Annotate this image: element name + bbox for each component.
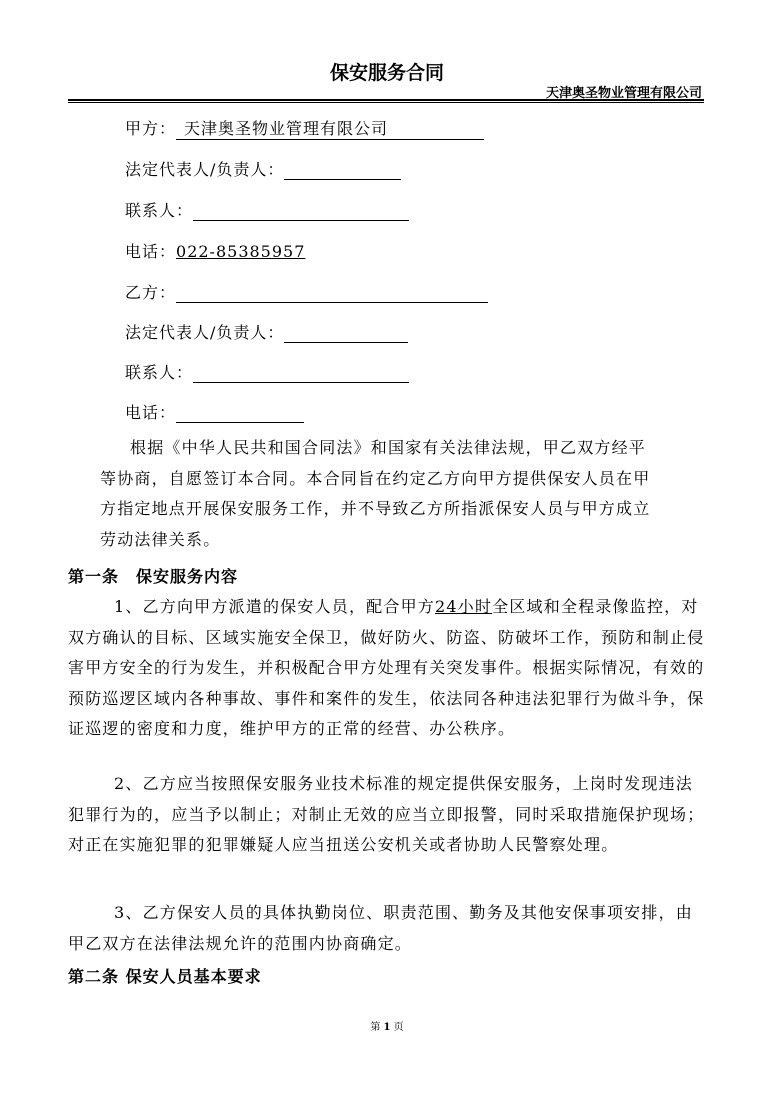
party-a-phone-row — [125, 239, 305, 262]
section-1-item-3 — [68, 898, 706, 959]
party-b-legal-rep-label: 法定代表人/负责人： — [125, 323, 285, 342]
intro-line: 等协商，自愿签订本合同。本合同旨在约定乙方向甲方提供保安人员在甲 — [100, 468, 651, 488]
intro-line: 方指定地点开展保安服务工作，并不导致乙方所指派保安人员与甲方成立 — [100, 499, 651, 518]
party-b-label: 乙方： — [125, 283, 177, 302]
item-1-text-a: 1、乙方向甲方派遣的保安人员，配合甲方 — [114, 597, 435, 616]
party-a-label: 甲方： — [125, 119, 177, 138]
document-title: 保安服务合同 — [329, 62, 444, 84]
intro-paragraph — [100, 433, 700, 555]
section-1-heading: 第一条 保安服务内容 — [68, 567, 239, 586]
party-a-phone-label: 电话： — [125, 242, 177, 261]
party-b-phone-row — [125, 400, 304, 423]
party-b-contact-label: 联系人： — [125, 363, 194, 382]
party-a-phone-value: 022-85385957 — [176, 242, 306, 261]
party-a-contact-row — [125, 198, 409, 221]
party-b-contact-blank — [193, 364, 409, 383]
party-a-contact-label: 联系人： — [125, 201, 194, 220]
item-3-text: 3、乙方保安人员的具体执勤岗位、职责范围、勤务及其他安保事项安排，由甲乙双方在法律法规允许的范围内协商确定。 — [68, 903, 693, 953]
intro-line: 劳动法律关系。 — [100, 529, 221, 549]
party-b-contact-row — [125, 360, 409, 383]
party-a-value: 天津奥圣物业管理有限公司 — [176, 116, 484, 140]
page-suffix: 页 — [393, 1022, 404, 1033]
party-a-row — [125, 116, 484, 140]
party-b-blank — [176, 284, 488, 303]
item-1-duration: 24小时 — [434, 597, 493, 616]
page-prefix: 第 — [370, 1022, 381, 1033]
company-header: 天津奥圣物业管理有限公司 — [545, 86, 702, 101]
intro-line: 根据《中华人民共和国合同法》和国家有关法律法规，甲乙双方经平 — [130, 438, 647, 457]
party-a-legal-rep-label: 法定代表人/负责人： — [125, 160, 285, 179]
page-footer — [0, 1018, 774, 1033]
party-b-legal-rep-blank — [284, 324, 408, 343]
party-b-legal-rep-row — [125, 320, 408, 343]
party-b-phone-blank — [176, 404, 304, 423]
party-a-legal-rep-row — [125, 157, 401, 180]
section-2-heading: 第二条 保安人员基本要求 — [68, 967, 262, 986]
item-2-text: 2、乙方应当按照保安服务业技术标准的规定提供保安服务，上岗时发现违法犯罪行为的，应当予以制止；对制止无效的应当立即报警，同时采取措施保护现场；对正在实施犯罪的犯罪嫌疑人应当扭送公安机关或者协助人民警察处理。 — [68, 774, 705, 854]
party-b-row — [125, 280, 488, 303]
item-1-text-b: 全区域和全程录像监控，对双方确认的目标、区域实施安全保卫，做好防火、防盗、防破坏工作，预防和制止侵害甲方安全的行为发生，并积极配合甲方处理有关突发事件。根据实际情况，有效的预防巡逻区域内各种事故、事件和案件的发生，依法同各种违法犯罪行为做斗争，保证巡逻的密度和力度，维护甲方的正常的经营、办公秩序。 — [68, 597, 705, 738]
party-a-contact-blank — [193, 202, 409, 221]
section-1-item-1 — [68, 592, 706, 745]
header-divider — [68, 99, 704, 103]
section-1-item-2 — [68, 769, 706, 861]
page-number: 1 — [383, 1022, 391, 1033]
party-a-legal-rep-blank — [284, 161, 401, 180]
party-b-phone-label: 电话： — [125, 403, 177, 422]
